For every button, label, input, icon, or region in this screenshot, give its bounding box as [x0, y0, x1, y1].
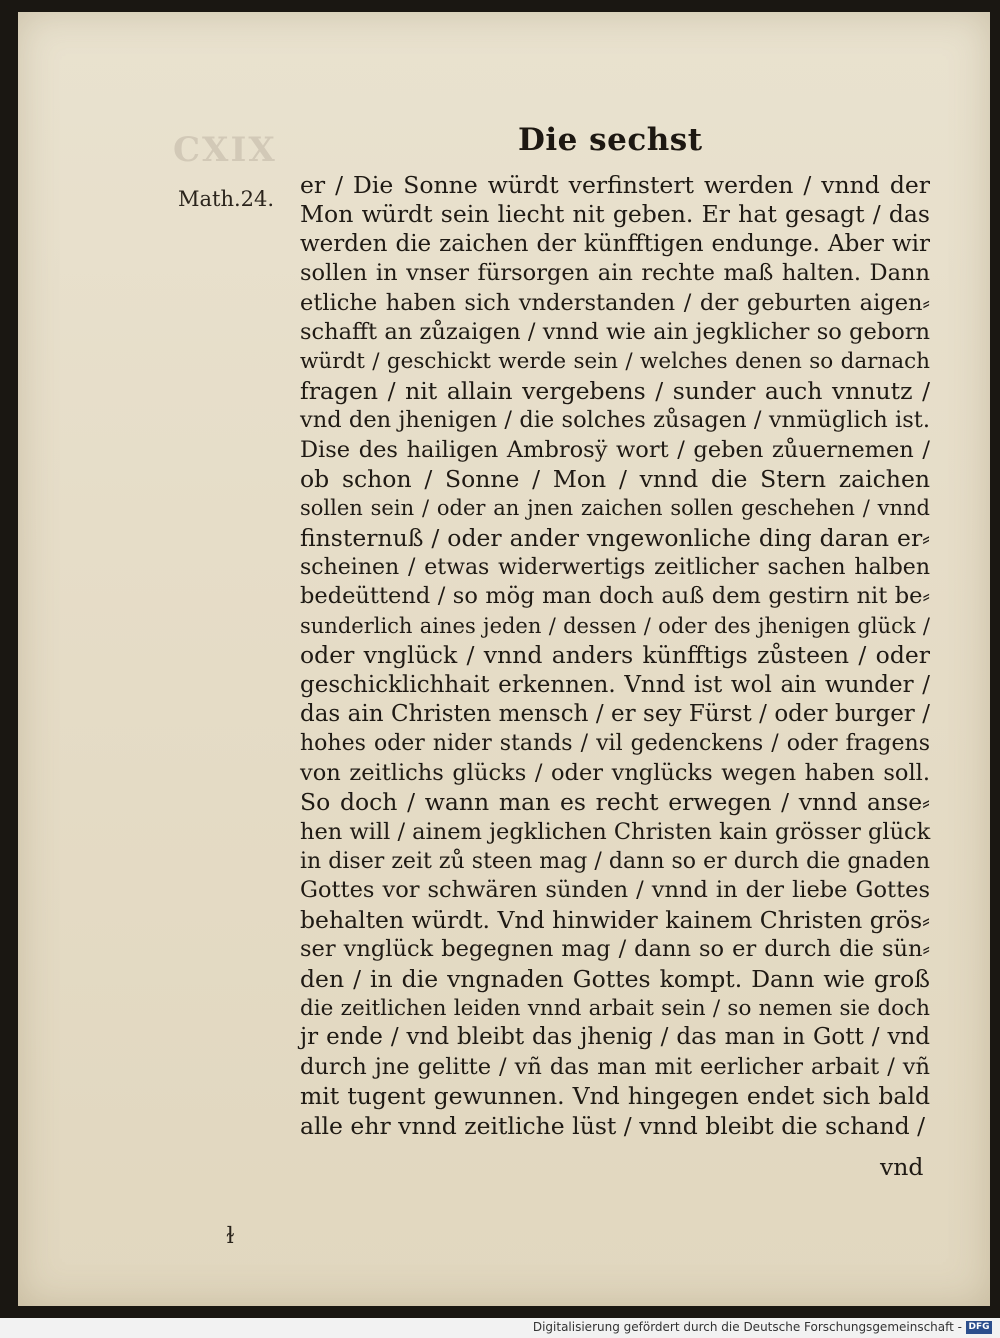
body-text — [300, 171, 930, 1141]
text-line: ob schon / Sonne / Mon / vnnd die Stern zaichen — [300, 464, 930, 493]
text-line: vnd den jhenigen / die solches zůsagen / vnmüglich ist. — [300, 407, 930, 434]
text-line: von zeitlichs glücks / oder vnglücks wegen haben soll. — [300, 759, 930, 786]
text-line: oder vnglück / vnnd anders künfftigs zůsteen / oder — [300, 641, 930, 670]
text-line: würdt / geschickt werde sein / welches denen so darnach — [300, 349, 930, 375]
margin-note: Math.24. — [178, 187, 275, 211]
text-line: bedeüttend / so mög man doch auß dem gestirn nit be⸗ — [300, 583, 930, 610]
text-line: mit tugent gewunnen. Vnd hingegen endet sich bald — [300, 1082, 930, 1111]
ink-mark: ɫ — [226, 1224, 235, 1249]
book-page — [18, 12, 990, 1306]
text-line: jr ende / vnd bleibt das jhenig / das man in Gott / vnd — [300, 1024, 930, 1051]
catchword: vnd — [880, 1153, 924, 1181]
text-line: den / in die vngnaden Gottes kompt. Dann wie groß — [300, 964, 930, 993]
text-line: alle ehr vnnd zeitliche lüst / vnnd bleibt die schand / — [300, 1111, 926, 1140]
text-line: Mon würdt sein liecht nit geben. Er hat gesagt / das — [300, 200, 930, 229]
running-head: Die sechst — [518, 122, 703, 158]
text-line: So doch / wann man es recht erwegen / vnnd anse⸗ — [300, 788, 930, 817]
footer-credit: Digitalisierung gefördert durch die Deutsche Forschungsgemeinschaft - — [532, 1320, 962, 1334]
text-line: sollen in vnser fürsorgen ain rechte maß halten. Dann — [300, 260, 930, 287]
footer-bar — [0, 1318, 1000, 1338]
text-line: Gottes vor schwären sünden / vnnd in der liebe Gottes — [300, 877, 930, 904]
text-line: werden die zaichen der künfftigen endunge. Aber wir — [300, 230, 930, 257]
text-line: ser vnglück begegnen mag / dann so er durch die sün⸗ — [300, 936, 930, 963]
text-line: fragen / nit allain vergebens / sunder auch vnnutz / — [300, 376, 930, 405]
text-line: sollen sein / oder an jnen zaichen sollen geschehen / vnnd — [300, 496, 930, 521]
text-line: behalten würdt. Vnd hinwider kainem Christen grös⸗ — [300, 905, 930, 934]
text-line: hen will / ainem jegklichen Christen kain grösser glück — [300, 818, 931, 845]
text-line: sunderlich aines jeden / dessen / oder des jhenigen glück / — [300, 613, 930, 638]
text-line: Dise des hailigen Ambrosÿ wort / geben zůuernemen / — [300, 436, 930, 463]
bleed-through-folio: CXIX — [173, 130, 277, 170]
text-line: durch jne gelitte / vñ das man mit eerlicher arbait / vñ — [300, 1053, 930, 1080]
text-line: scheinen / etwas widerwertigs zeitlicher sachen halben — [300, 555, 930, 581]
text-line: schafft an zůzaigen / vnnd wie ain jegklicher so geborn — [300, 318, 930, 345]
text-line: das ain Christen mensch / er sey Fürst / oder burger / — [300, 701, 930, 728]
text-line: die zeitlichen leiden vnnd arbait sein / so nemen sie doch — [300, 995, 930, 1021]
text-line: finsternuß / oder ander vngewonliche ding daran er⸗ — [300, 523, 930, 552]
text-line: in diser zeit zů steen mag / dann so er durch die gnaden — [300, 848, 930, 874]
text-line: er / Die Sonne würdt verfinstert werden / vnnd der — [300, 171, 930, 199]
text-line: geschicklichhait erkennen. Vnnd ist wol ain wunder / — [300, 671, 930, 698]
text-line: etliche haben sich vnderstanden / der geburten aigen⸗ — [300, 289, 930, 316]
dfg-logo: DFG — [966, 1321, 992, 1334]
text-line: hohes oder nider stands / vil gedenckens / oder fragens — [300, 731, 930, 757]
